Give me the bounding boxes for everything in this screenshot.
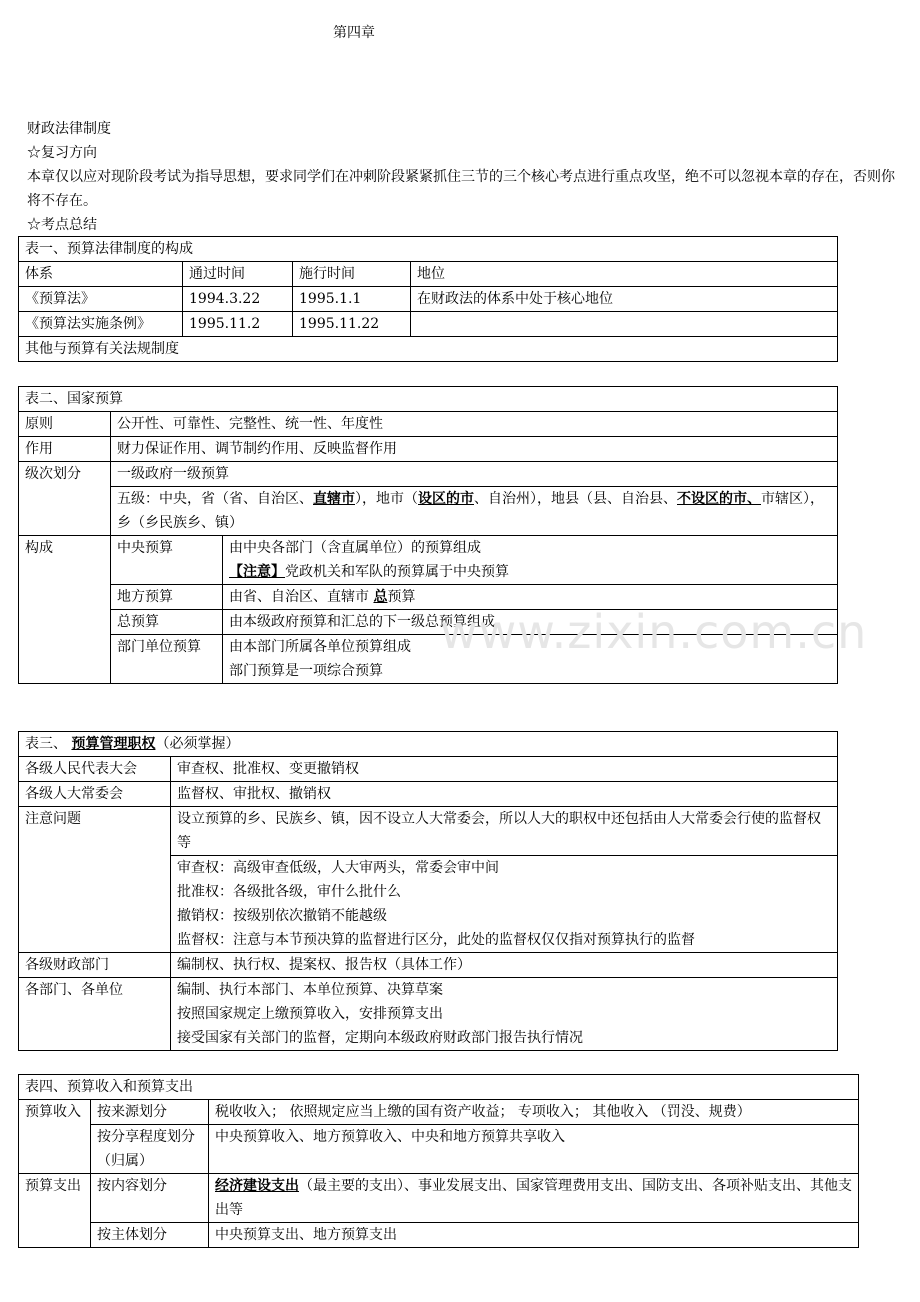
table-row <box>19 953 838 978</box>
table-cell: 编制权、执行权、提案权、报告权（具体工作） <box>171 953 838 978</box>
text-line: 审查权：高级审查低级，人大审两头，常委会审中间 <box>177 860 499 876</box>
sub-label: 按来源划分 <box>91 1100 209 1125</box>
table-cell <box>111 487 838 536</box>
table-cell: 中央预算收入、地方预算收入、中央和地方预算共享收入 <box>209 1125 859 1174</box>
table-cell: 设立预算的乡、民族乡、镇，因不设立人大常委会，所以人大的职权中还包括由人大常委会行使的监督权等 <box>171 807 838 856</box>
review-heading: ☆复习方向 <box>27 145 97 161</box>
text-line: 由本部门所属各单位预算组成 <box>229 639 411 655</box>
table-cell <box>411 312 838 337</box>
row-label: 预算支出 <box>19 1174 91 1248</box>
sub-label: 按内容划分 <box>91 1174 209 1223</box>
table-row <box>19 412 838 437</box>
emphasis-text: 经济建设支出 <box>215 1178 299 1194</box>
chapter-heading: 第四章 <box>333 25 375 41</box>
table-row <box>19 312 838 337</box>
sub-label: 地方预算 <box>111 585 223 610</box>
table-row <box>19 782 838 807</box>
text-line: 编制、执行本部门、本单位预算、决算草案 <box>177 982 443 998</box>
sub-label: 按主体划分 <box>91 1223 209 1248</box>
text-span: 表三、 <box>25 736 67 752</box>
watermark: www.zixin.com.cn <box>440 605 868 659</box>
table-cell <box>223 536 838 585</box>
table-budget-legal-system <box>18 236 838 362</box>
table-cell: 《预算法实施条例》 <box>19 312 183 337</box>
text-span: 五级：中央，省（省、自治区、 <box>117 491 313 507</box>
table-cell: 财力保证作用、调节制约作用、反映监督作用 <box>111 437 838 462</box>
table-title: 表四、预算收入和预算支出 <box>19 1075 859 1100</box>
row-label: 构成 <box>19 536 111 684</box>
table-row <box>19 487 838 536</box>
table-row <box>19 1174 859 1223</box>
table-cell: 1994.3.22 <box>183 287 293 312</box>
emphasis-text: 总 <box>373 589 388 605</box>
table-title: 表二、国家预算 <box>19 387 838 412</box>
text-line: 监督权：注意与本节预决算的监督进行区分，此处的监督权仅仅指对预算执行的监督 <box>177 932 695 948</box>
table-cell: 《预算法》 <box>19 287 183 312</box>
text-line: 按照国家规定上缴预算收入，安排预算支出 <box>177 1006 443 1022</box>
sub-label: 按分享程度划分（归属） <box>91 1125 209 1174</box>
table-cell: 1995.11.2 <box>183 312 293 337</box>
table-row <box>19 1223 859 1248</box>
table-cell: 审查权、批准权、变更撤销权 <box>171 757 838 782</box>
sub-label: 中央预算 <box>111 536 223 585</box>
table-cell: 在财政法的体系中处于核心地位 <box>411 287 838 312</box>
text-span: 由省、自治区、直辖市 <box>229 589 369 605</box>
table-cell <box>209 1174 859 1223</box>
table-row <box>19 807 838 856</box>
table-row <box>19 462 838 487</box>
table-row <box>19 437 838 462</box>
table-cell: 1995.1.1 <box>293 287 411 312</box>
sub-label: 总预算 <box>111 610 223 635</box>
text-line: 接受国家有关部门的监督，定期向本级政府财政部门报告执行情况 <box>177 1030 583 1046</box>
text-span: 、自治州），地县（县、自治县、 <box>474 491 677 507</box>
table-budget-authority <box>18 731 838 1051</box>
intro-section <box>27 117 897 237</box>
table-cell: 中央预算支出、地方预算支出 <box>209 1223 859 1248</box>
text-line: 批准权：各级批各级，审什么批什么 <box>177 884 401 900</box>
row-label: 级次划分 <box>19 462 111 536</box>
summary-heading: ☆考点总结 <box>27 217 97 233</box>
table-row <box>19 1100 859 1125</box>
table-cell: 税收收入； 依照规定应当上缴的国有资产收益； 专项收入； 其他收入 （罚没、规费） <box>209 1100 859 1125</box>
emphasis-text: 设区的市 <box>418 491 474 507</box>
text-line: 撤销权：按级别依次撤销不能越级 <box>177 908 387 924</box>
note-tag: 【注意】 <box>229 564 285 580</box>
row-label: 各级财政部门 <box>19 953 171 978</box>
text-line: 部门预算是一项综合预算 <box>229 663 383 679</box>
table-cell: 公开性、可靠性、完整性、统一性、年度性 <box>111 412 838 437</box>
section-title: 财政法律制度 <box>27 121 111 137</box>
note-text: 党政机关和军队的预算属于中央预算 <box>285 564 509 580</box>
table-footer: 其他与预算有关法规制度 <box>19 337 838 362</box>
row-label: 注意问题 <box>19 807 171 953</box>
table-cell <box>171 856 838 953</box>
row-label: 各级人大常委会 <box>19 782 171 807</box>
table-budget-income-expense <box>18 1074 859 1248</box>
table-row <box>19 978 838 1051</box>
row-label: 预算收入 <box>19 1100 91 1174</box>
emphasis-text: 直辖市 <box>313 491 355 507</box>
text-span: ），地市（ <box>355 491 418 507</box>
row-label: 作用 <box>19 437 111 462</box>
table-cell <box>171 978 838 1051</box>
column-header: 通过时间 <box>183 262 293 287</box>
review-text: 本章仅以应对现阶段考试为指导思想，要求同学们在冲刺阶段紧紧抓住三节的三个核心考点进行重点攻坚，绝不可以忽视本章的存在，否则你将不存在。 <box>27 169 895 209</box>
table-row <box>19 536 838 585</box>
table-cell: 监督权、审批权、撤销权 <box>171 782 838 807</box>
text-line: 由中央各部门（含直属单位）的预算组成 <box>229 540 481 556</box>
text-span: 预算 <box>387 589 416 605</box>
column-header: 体系 <box>19 262 183 287</box>
column-header: 地位 <box>411 262 838 287</box>
table-cell: 一级政府一级预算 <box>111 462 838 487</box>
row-label: 原则 <box>19 412 111 437</box>
table-header-row <box>19 262 838 287</box>
table-row <box>19 287 838 312</box>
table-row <box>19 1125 859 1174</box>
text-span: （最主要的支出）、事业发展支出、国家管理费用支出、国防支出、各项补贴支出、其他支出等 <box>215 1178 852 1218</box>
sub-label: 部门单位预算 <box>111 635 223 684</box>
table-cell: 由本级政府预算和汇总的下一级总预算组成 <box>223 610 838 635</box>
emphasis-text: 预算管理职权 <box>71 736 156 752</box>
emphasis-text: 不设区的市、 <box>677 491 761 507</box>
table-cell: 1995.11.22 <box>293 312 411 337</box>
table-title: 表一、预算法律制度的构成 <box>19 237 838 262</box>
column-header: 施行时间 <box>293 262 411 287</box>
table-row <box>19 757 838 782</box>
table-title <box>19 732 838 757</box>
text-line <box>229 560 831 584</box>
text-span: 市辖区），乡（乡民族乡、镇） <box>117 491 824 531</box>
text-span: （必须掌握） <box>155 736 240 752</box>
row-label: 各部门、各单位 <box>19 978 171 1051</box>
row-label: 各级人民代表大会 <box>19 757 171 782</box>
